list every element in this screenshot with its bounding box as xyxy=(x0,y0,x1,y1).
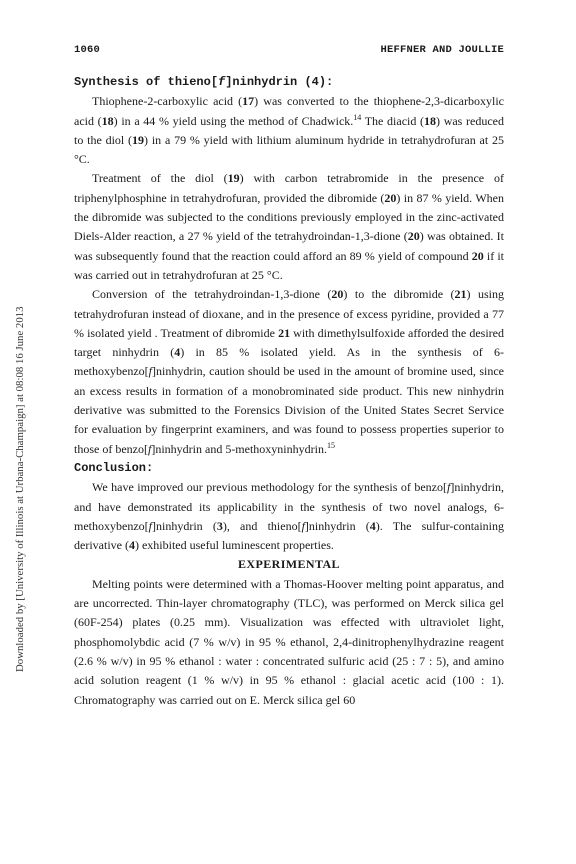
synthesis-paragraph-1: Thiophene-2-carboxylic acid (17) was converted to the thiophene-2,3-dicarboxylic acid (18) in a 44 % yield using the method of Chadwick.$^{14}$ The diacid (18) was reduced to the diol (19) in a 79 % yield with lithium aluminum hydride in tetrahydrofuran at 25 °C. xyxy=(74,94,505,167)
running-head-authors: HEFFNER AND JOULLIE xyxy=(380,44,504,56)
citation-15: 15 xyxy=(326,440,335,450)
download-watermark xyxy=(0,0,40,864)
citation-14: 14 xyxy=(353,112,362,122)
download-notice: Downloaded by [University of Illinois at Urbana-Champaign] at 08:08 16 June 2013 xyxy=(14,306,26,672)
article-body xyxy=(74,73,504,710)
experimental-paragraph: Melting points were determined with a Thomas-Hoover melting point apparatus, and are uncorrected. Thin-layer chromatography (TLC), was performed on Merck silica gel (60F-254) plates (0.25 mm). Visualization was effected with ultraviolet light, phosphomolybdic acid (7 % w/v) in 95 % ethanol, 2,4-dinitrophenylhydrazine reagent (2.6 % w/v) in 95 % ethanol : water : concentrated sulfuric acid (25 : 7 : 5), and amino acid solution reagent (1 % w/v) in 95 % ethanol : glacial acetic acid (100 : 1). Chromatography was carried out on E. Merck silica gel 60 xyxy=(74,576,504,707)
running-header xyxy=(74,44,504,58)
synthesis-paragraph-2: Treatment of the diol (19) with carbon tetrabromide in the presence of triphenylphosphine in tetrahydrofuran, provided the dibromide (20) in 87 % yield. When the dibromide was subjected to the conditions previously employed in the zinc-activated Diels-Alder reaction, a 27 % yield of the tetrahydroindan-1,3-dione (20) was obtained. It was subsequently found that the reaction could afford an 89 % yield of compound 20 if it was carried out in tetrahydrofuran at 25 °C. xyxy=(74,171,504,282)
page-number: 1060 xyxy=(74,44,101,56)
conclusion-paragraph: We have improved our previous methodology for the synthesis of benzo[f]ninhydrin, and have demonstrated its applicability in the synthesis of two novel analogs, 6-methoxybenzo[f]ninhydrin (3), and thieno[f]ninhydrin (4). The sulfur-containing derivative (4) exhibited useful luminescent properties. xyxy=(74,480,505,553)
experimental-heading: EXPERIMENTAL xyxy=(238,557,340,572)
conclusion-heading: Conclusion: xyxy=(74,460,154,475)
synthesis-heading: Synthesis of thieno[f]ninhydrin (4): xyxy=(74,75,334,89)
synthesis-paragraph-3: Conversion of the tetrahydroindan-1,3-dione (20) to the dibromide (21) using tetrahydrofuran instead of dioxane, and in the presence of excess pyridine, provided a 77 % isolated yield . Treatment of dibromide 21 with dimethylsulfoxide afforded the desired target ninhydrin (4) in 85 % isolated yield. As in the synthesis of 6-methoxybenzo[f]ninhydrin, caution should be used in the amount of bromine used, since an excess results in formation of a monobrominated side product. This new ninhydrin derivative was submitted to the Forensics Division of the United States Secret Service for evaluation by fingerprint examiners, and was found to possess properties superior to those of benzo[f]ninhydrin and 5-methoxyninhydrin.$^{15}$ xyxy=(74,287,504,456)
